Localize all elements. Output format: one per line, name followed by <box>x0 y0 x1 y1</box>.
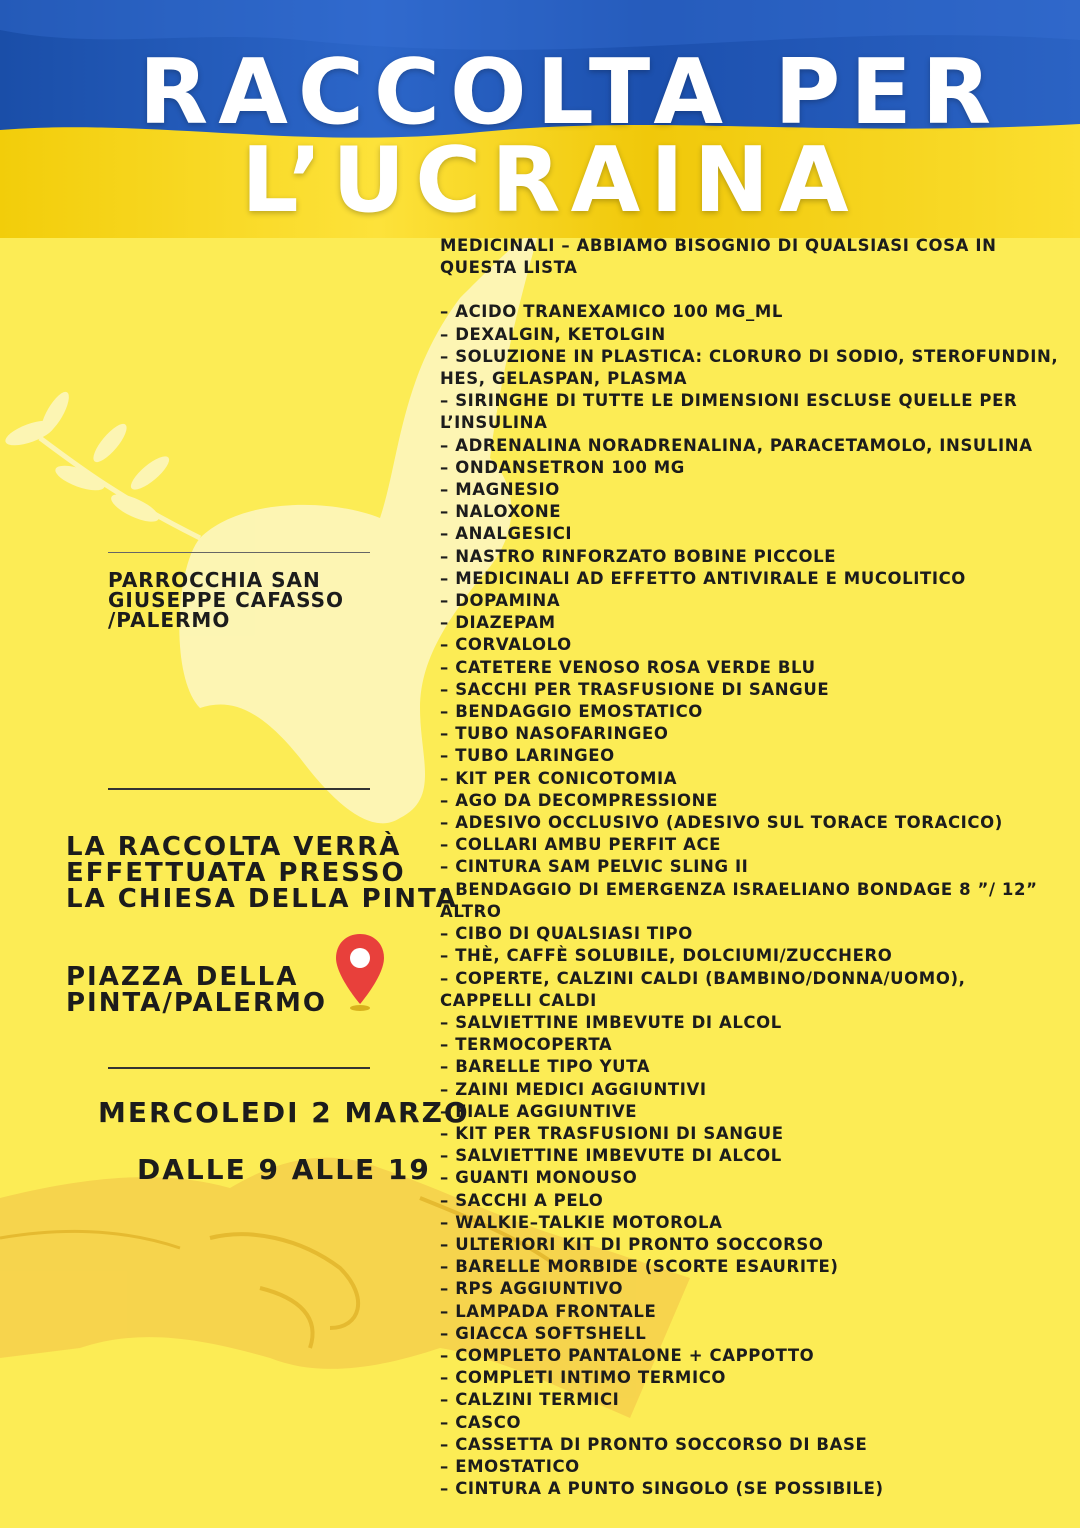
venue-info: LA RACCOLTA VERRÀ EFFETTUATA PRESSO LA CHIESA DELLA PINTA <box>66 832 458 914</box>
page-title-line2: L’UCRAINA <box>241 128 859 233</box>
list-item: – SOLUZIONE IN PLASTICA: CLORURO DI SODIO, STEROFUNDIN, HES, GELASPAN, PLASMA <box>440 346 1059 389</box>
page-title-line1: RACCOLTA PER <box>138 40 1002 145</box>
event-time: DALLE 9 ALLE 19 <box>137 1153 431 1186</box>
parish-name: PARROCCHIA SAN GIUSEPPE CAFASSO /PALERMO <box>108 568 345 632</box>
list-item: – NASTRO RINFORZATO BOBINE PICCOLE <box>440 546 837 566</box>
list-item: – ULTERIORI KIT DI PRONTO SOCCORSO <box>440 1234 824 1254</box>
list-item: – DIAZEPAM <box>440 613 556 633</box>
list-item: – GUANTI MONOUSO <box>440 1168 638 1188</box>
list-item: – ADESIVO OCCLUSIVO (ADESIVO SUL TORACE TORACICO) <box>440 813 1003 833</box>
donation-items-list <box>440 235 1060 1500</box>
list-item: – KIT PER CONICOTOMIA <box>440 768 678 788</box>
list-item: – CIBO DI QUALSIASI TIPO <box>440 924 693 944</box>
list-item: – CALZINI TERMICI <box>440 1390 620 1410</box>
list-item: – FIALE AGGIUNTIVE <box>440 1101 638 1121</box>
location-address: PIAZZA DELLA PINTA/PALERMO <box>66 962 327 1018</box>
list-item: – ACIDO TRANEXAMICO 100 MG_ML <box>440 302 783 322</box>
ukraine-flag-banner <box>0 0 1080 238</box>
list-item: – GIACCA SOFTSHELL <box>440 1323 647 1343</box>
list-item: – BARELLE TIPO YUTA <box>440 1057 651 1077</box>
list-item: – ANALGESICI <box>440 524 573 544</box>
list-item: – BENDAGGIO DI EMERGENZA ISRAELIANO BONDAGE 8 ”/ 12” <box>440 879 1038 899</box>
event-date: MERCOLEDI 2 MARZO <box>98 1096 470 1129</box>
list-item: – ZAINI MEDICI AGGIUNTIVI <box>440 1079 707 1099</box>
list-item: – SACCHI PER TRASFUSIONE DI SANGUE <box>440 679 830 699</box>
list-item: – CATETERE VENOSO ROSA VERDE BLU <box>440 657 816 677</box>
list-item: – MAGNESIO <box>440 480 560 500</box>
list-item: – CORVALOLO <box>440 635 572 655</box>
list-item: – COMPLETO PANTALONE + CAPPOTTO <box>440 1345 815 1365</box>
list-item: – BENDAGGIO EMOSTATICO <box>440 702 703 722</box>
list-item: – CASSETTA DI PRONTO SOCCORSO DI BASE <box>440 1434 868 1454</box>
list-item: – SALVIETTINE IMBEVUTE DI ALCOL <box>440 1012 782 1032</box>
list-item: – RPS AGGIUNTIVO <box>440 1279 624 1299</box>
list-item: – CASCO <box>440 1412 522 1432</box>
list-item: – TERMOCOPERTA <box>440 1035 613 1055</box>
list-item: – COLLARI AMBU PERFIT ACE <box>440 835 722 855</box>
list-item: – SIRINGHE DI TUTTE LE DIMENSIONI ESCLUSE QUELLE PER L’INSULINA <box>440 391 1018 433</box>
divider-top <box>108 552 370 553</box>
list-item: – THÈ, CAFFÈ SOLUBILE, DOLCIUMI/ZUCCHERO <box>440 946 893 966</box>
list-item: ALTRO <box>440 901 502 921</box>
list-item: – WALKIE–TALKIE MOTOROLA <box>440 1212 723 1232</box>
list-item: – LAMPADA FRONTALE <box>440 1301 657 1321</box>
list-item: – COMPLETI INTIMO TERMICO <box>440 1368 727 1388</box>
list-item: – SALVIETTINE IMBEVUTE DI ALCOL <box>440 1146 782 1166</box>
list-item: – MEDICINALI AD EFFETTO ANTIVIRALE E MUCOLITICO <box>440 568 966 588</box>
list-item: – NALOXONE <box>440 502 562 522</box>
map-pin-icon <box>334 932 386 1012</box>
list-spacer <box>440 279 1060 301</box>
list-item: – BARELLE MORBIDE (SCORTE ESAURITE) <box>440 1257 839 1277</box>
divider-middle <box>108 788 370 790</box>
list-item: – AGO DA DECOMPRESSIONE <box>440 790 718 810</box>
divider-bottom <box>108 1067 370 1069</box>
list-item: – KIT PER TRASFUSIONI DI SANGUE <box>440 1123 784 1143</box>
list-item: – ONDANSETRON 100 MG <box>440 457 685 477</box>
list-item: – DOPAMINA <box>440 591 561 611</box>
list-item: – CINTURA SAM PELVIC SLING II <box>440 857 749 877</box>
list-item: – DEXALGIN, KETOLGIN <box>440 324 666 344</box>
list-item: – COPERTE, CALZINI CALDI (BAMBINO/DONNA/UOMO), CAPPELLI CALDI <box>440 968 966 1010</box>
list-item: – TUBO NASOFARINGEO <box>440 724 669 744</box>
list-intro: MEDICINALI – ABBIAMO BISOGNIO DI QUALSIASI COSA IN QUESTA LISTA <box>440 236 997 278</box>
list-item: – CINTURA A PUNTO SINGOLO (SE POSSIBILE) <box>440 1479 884 1499</box>
list-item: – ADRENALINA NORADRENALINA, PARACETAMOLO, INSULINA <box>440 435 1033 455</box>
list-item: – SACCHI A PELO <box>440 1190 604 1210</box>
list-item: – TUBO LARINGEO <box>440 746 615 766</box>
list-item: – EMOSTATICO <box>440 1456 580 1476</box>
